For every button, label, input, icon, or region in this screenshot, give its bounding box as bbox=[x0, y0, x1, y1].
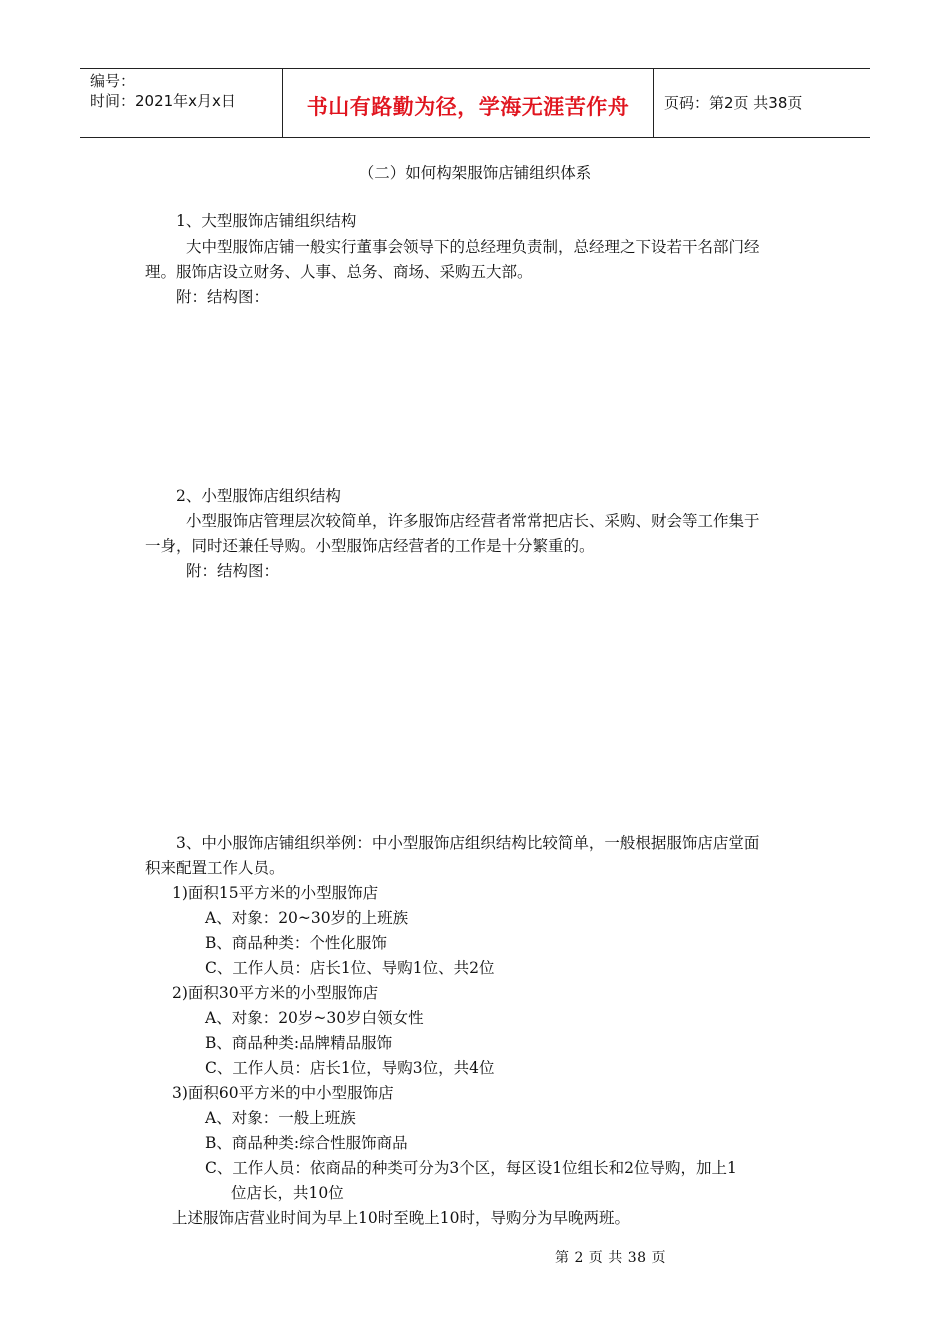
example3-item-c-line1: C、工作人员：依商品的种类可分为3个区，每区设1位组长和2位导购，加上1 bbox=[205, 1159, 737, 1177]
s1-attachment-label: 附：结构图： bbox=[176, 288, 270, 306]
s3-paragraph-line1: 3、中小服饰店铺组织举例：中小型服饰店组织结构比较简单，一般根据服饰店店堂面 bbox=[176, 834, 760, 852]
s1-paragraph-line1: 大中型服饰店铺一般实行董事会领导下的总经理负责制，总经理之下设若干名部门经 bbox=[186, 238, 760, 256]
s3-paragraph-line2: 积来配置工作人员。 bbox=[145, 859, 285, 877]
example3-item-b: B、商品种类:综合性服饰商品 bbox=[205, 1134, 408, 1152]
example2-item-a: A、对象：20岁~30岁白领女性 bbox=[205, 1009, 424, 1027]
header-motto-cell bbox=[282, 69, 654, 137]
example1-item-b: B、商品种类：个性化服饰 bbox=[205, 934, 387, 952]
s2-paragraph-line1: 小型服饰店管理层次较简单，许多服饰店经营者常常把店长、采购、财会等工作集于 bbox=[186, 512, 760, 530]
example2-title: 2)面积30平方米的小型服饰店 bbox=[172, 984, 379, 1002]
section-title: （二）如何构架服饰店铺组织体系 bbox=[358, 164, 592, 182]
example1-item-a: A、对象：20~30岁的上班族 bbox=[205, 909, 409, 927]
time-label: 时间：2021年x月x日 bbox=[90, 92, 236, 110]
example2-item-b: B、商品种类:品牌精品服饰 bbox=[205, 1034, 393, 1052]
example3-title: 3)面积60平方米的中小型服饰店 bbox=[172, 1084, 394, 1102]
header-motto: 书山有路勤为径，学海无涯苦作舟 bbox=[306, 95, 630, 119]
s1-heading: 1、大型服饰店铺组织结构 bbox=[176, 212, 357, 230]
s1-paragraph-line2: 理。服饰店设立财务、人事、总务、商场、采购五大部。 bbox=[145, 263, 533, 281]
s2-attachment-label: 附：结构图： bbox=[186, 562, 280, 580]
header-meta bbox=[80, 69, 282, 137]
closing-paragraph: 上述服饰店营业时间为早上10时至晚上10时，导购分为早晚两班。 bbox=[172, 1209, 630, 1227]
example1-item-c: C、工作人员：店长1位、导购1位、共2位 bbox=[205, 959, 495, 977]
example3-item-a: A、对象：一般上班族 bbox=[205, 1109, 356, 1127]
example3-item-c-line2: 位店长，共10位 bbox=[231, 1184, 344, 1202]
example1-title: 1)面积15平方米的小型服饰店 bbox=[172, 884, 379, 902]
serial-label: 编号： bbox=[90, 72, 136, 90]
header-page-info: 页码：第2页 共38页 bbox=[664, 94, 803, 112]
s2-paragraph-line2: 一身，同时还兼任导购。小型服饰店经营者的工作是十分繁重的。 bbox=[145, 537, 595, 555]
page-header bbox=[80, 68, 870, 138]
s2-heading: 2、小型服饰店组织结构 bbox=[176, 487, 341, 505]
example2-item-c: C、工作人员：店长1位，导购3位，共4位 bbox=[205, 1059, 495, 1077]
page-footer: 第 2 页 共 38 页 bbox=[555, 1250, 666, 1266]
